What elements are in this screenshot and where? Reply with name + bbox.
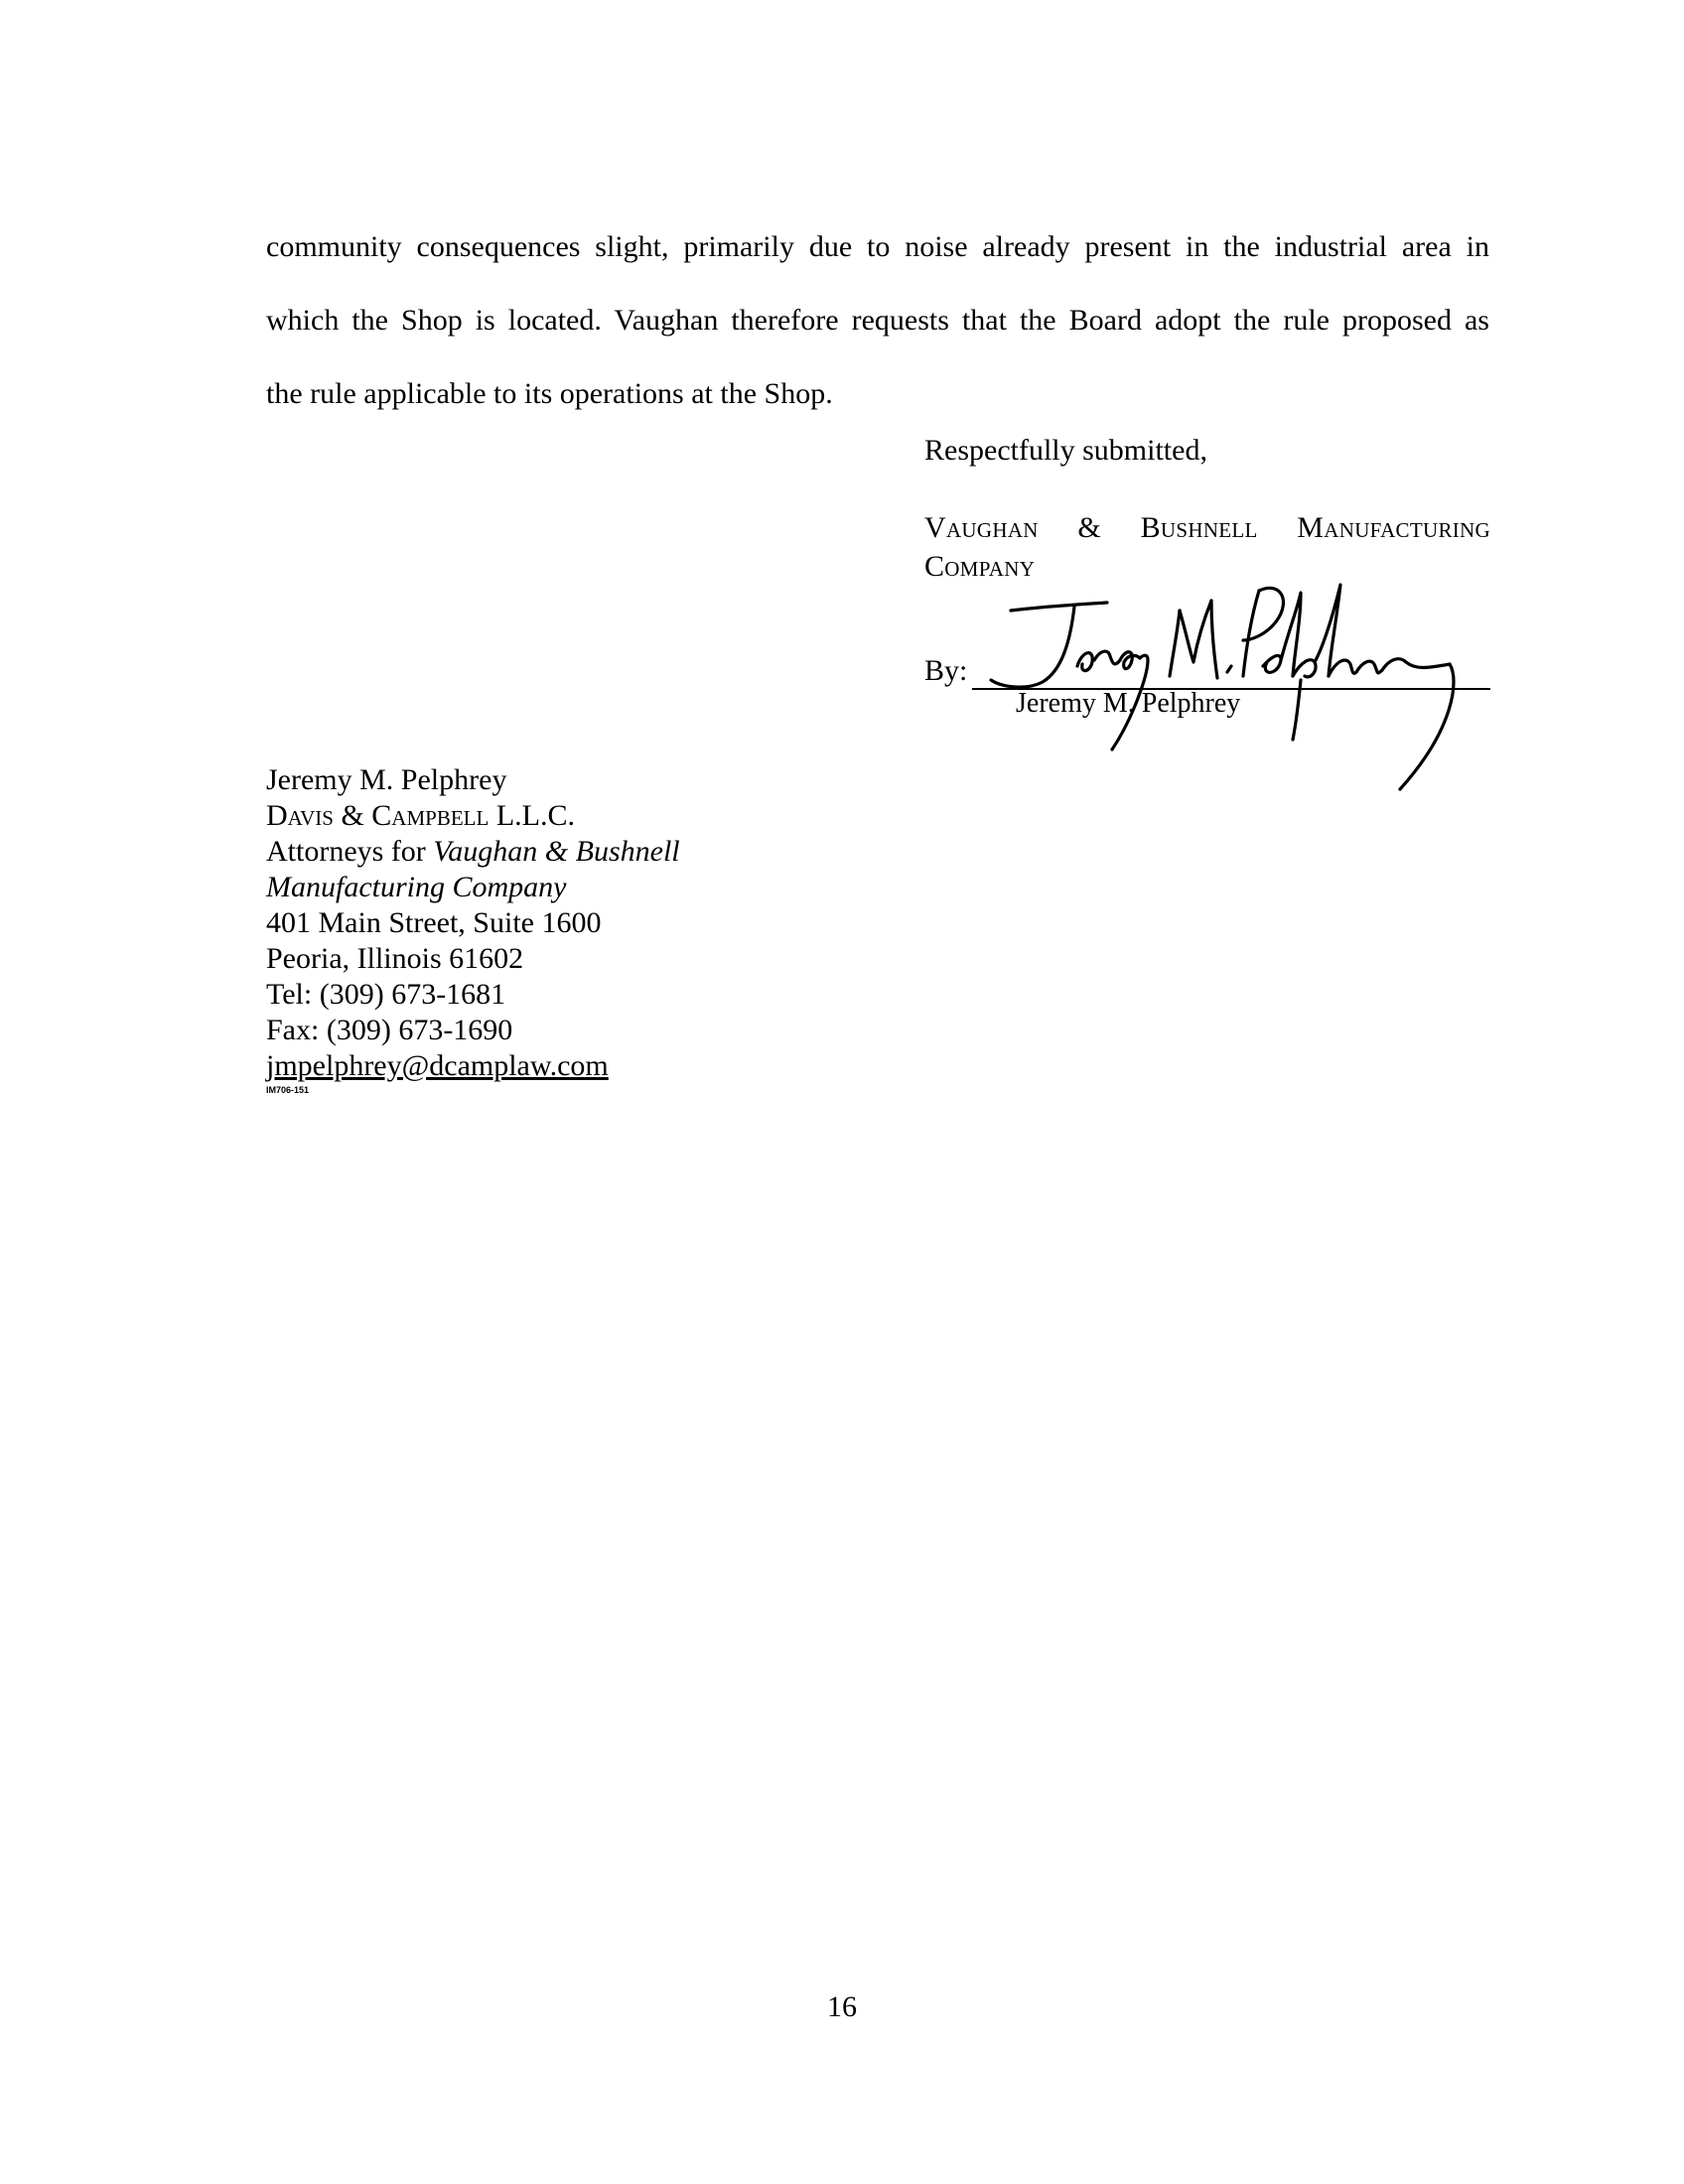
company-line-2: Company xyxy=(924,550,1036,583)
city-state-zip: Peoria, Illinois 61602 xyxy=(266,942,524,975)
body-paragraph xyxy=(266,210,1489,431)
page-number: 16 xyxy=(827,1990,857,2023)
fax-number: Fax: (309) 673-1690 xyxy=(266,1014,513,1046)
document-code: IM706-151 xyxy=(266,1085,310,1095)
law-firm-name: Davis & Campbell L.L.C. xyxy=(266,799,575,832)
client-name-line-2: Manufacturing Company xyxy=(266,871,567,903)
closing-salutation: Respectfully submitted, xyxy=(924,434,1207,467)
email-link[interactable]: jmpelphrey@dcamplaw.com xyxy=(266,1049,609,1082)
attorney-role-line xyxy=(266,834,680,870)
signer-name: Jeremy M. Pelphrey xyxy=(1016,688,1241,719)
body-line-1: community consequences slight, primarily due to noise already present in the industrial area in xyxy=(266,230,1489,263)
handwritten-signature-icon xyxy=(983,581,1479,809)
client-company-name xyxy=(924,508,1490,586)
company-line-1: Vaughan & Bushnell Manufacturing xyxy=(924,511,1490,544)
client-name-line-1: Vaughan & Bushnell xyxy=(433,835,680,868)
body-line-3: the rule applicable to its operations at the Shop. xyxy=(266,377,833,410)
attorney-role-prefix: Attorneys for xyxy=(266,835,434,868)
attorney-address-block xyxy=(266,762,680,1084)
telephone-number: Tel: (309) 673-1681 xyxy=(266,978,506,1011)
body-line-2: which the Shop is located. Vaughan therefore requests that the Board adopt the rule proposed as xyxy=(266,304,1489,337)
street-address: 401 Main Street, Suite 1600 xyxy=(266,906,602,939)
by-label: By: xyxy=(924,654,968,687)
attorney-name: Jeremy M. Pelphrey xyxy=(266,763,507,796)
